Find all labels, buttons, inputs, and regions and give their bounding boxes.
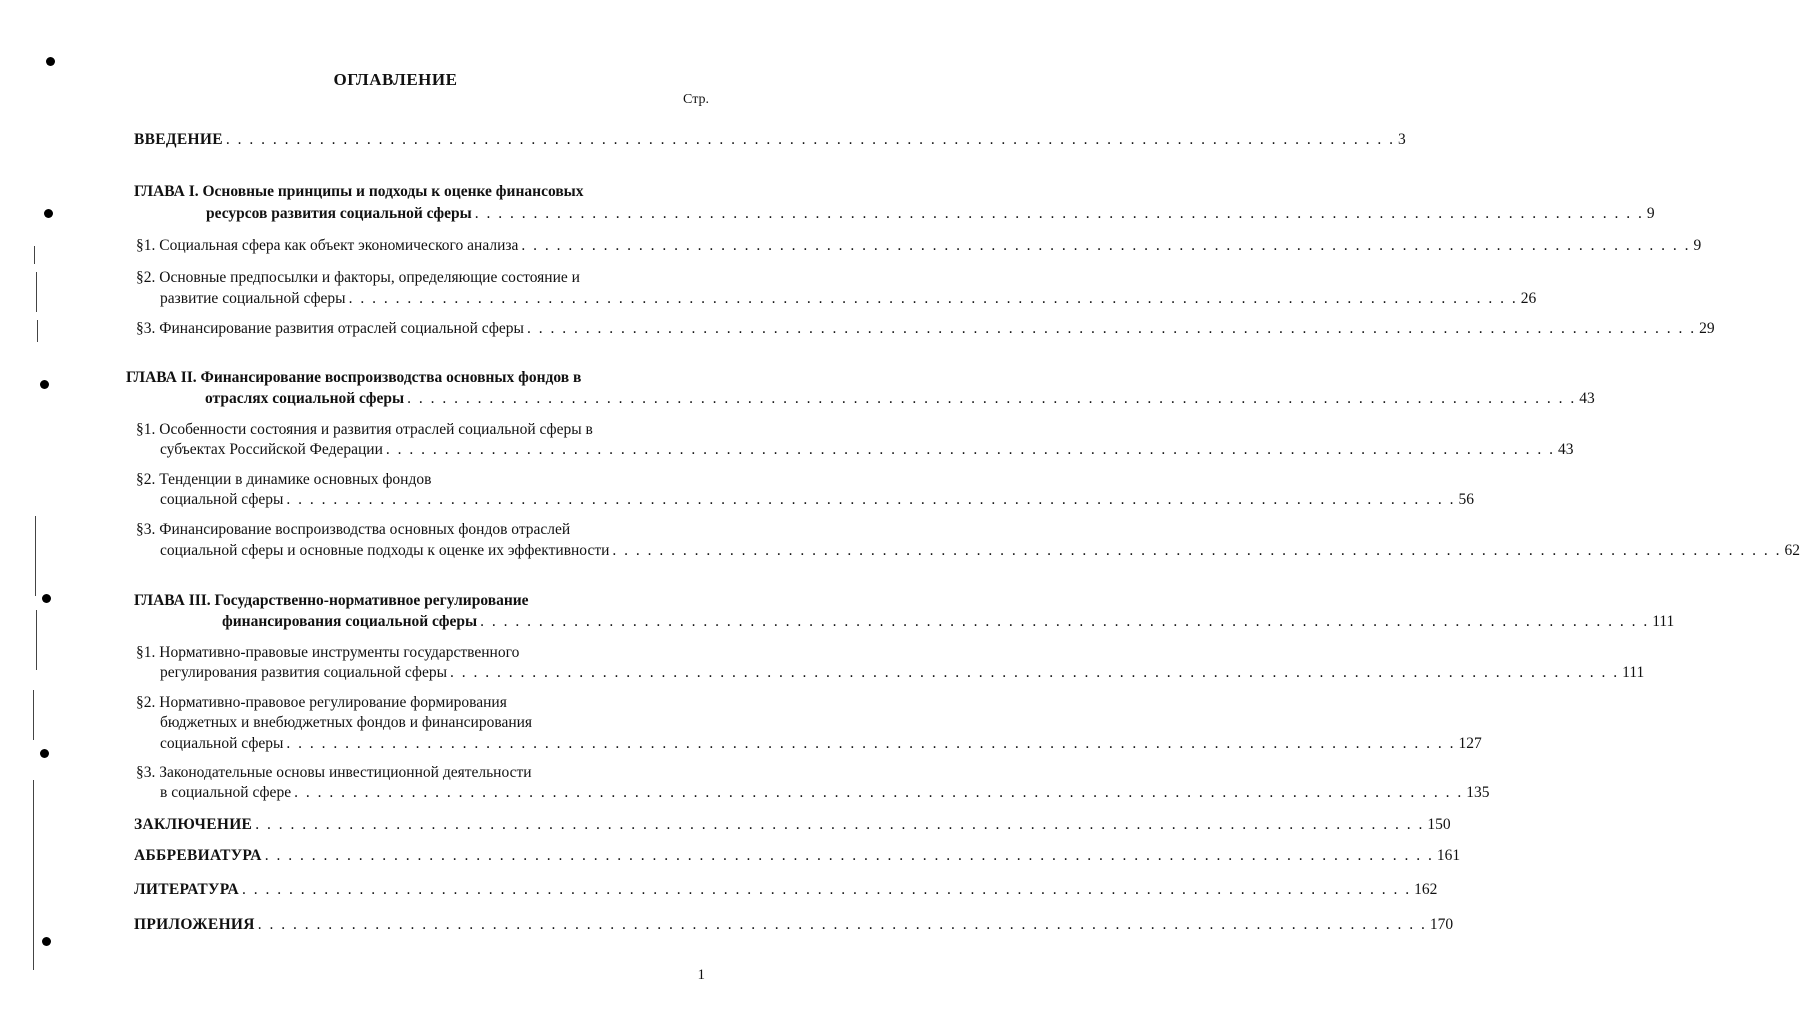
scan-edge-mark <box>36 610 37 670</box>
punch-hole-dot <box>42 937 51 946</box>
toc-entry-2-3[interactable]: социальной сферы и основные подходы к оценке их эффективности . . . . . . . . . . . . . . . . . . . . . . . . . . . . . . . . . . . . . . . . . . . . . . . . . . . . . . . . . . . . . . . . . . . . . . . . . . . . . . . . . . . . . . . . . . . . . . . . . . . . 62 <box>160 542 1800 559</box>
toc-entry-1-1[interactable]: §1. Социальная сфера как объект экономического анализа . . . . . . . . . . . . . . . . . . . . . . . . . . . . . . . . . . . . . . . . . . . . . . . . . . . . . . . . . . . . . . . . . . . . . . . . . . . . . . . . . . . . . . . . . . . . . . . . . . . . 9 <box>136 237 1702 254</box>
punch-hole-dot <box>40 380 49 389</box>
chapter-2-title: ГЛАВА II. Финансирование воспроизводства основных фондов в <box>126 369 582 386</box>
scan-edge-mark <box>36 272 37 312</box>
scan-edge-mark <box>35 516 36 596</box>
page-number: 9 <box>1693 237 1702 254</box>
scan-edge-mark <box>37 320 38 342</box>
page-number: 150 <box>1427 816 1451 833</box>
page-number: 170 <box>1429 916 1454 933</box>
page-number: 3 <box>1398 131 1406 148</box>
page-number: 43 <box>1558 441 1574 458</box>
scan-edge-mark <box>34 246 35 264</box>
page-title: ОГЛАВЛЕНИЕ <box>333 70 458 89</box>
page-number: 111 <box>1622 664 1645 681</box>
page-number: 56 <box>1458 491 1475 508</box>
leader-dots: . . . . . . . . . . . . . . . . . . . . . . . . . . . . . . . . . . . . . . . . . . . . . . . . . . . . . . . . . . . . . . . . . . . . . . . . . . . . . . . . . . . . . . . . . . . . . . . . . . . . <box>474 205 1644 222</box>
page-number: 62 <box>1784 542 1800 559</box>
toc-entry-3-1[interactable]: регулирования развития социальной сферы . . . . . . . . . . . . . . . . . . . . . . . . . . . . . . . . . . . . . . . . . . . . . . . . . . . . . . . . . . . . . . . . . . . . . . . . . . . . . . . . . . . . . . . . . . . . . . . . . . . . 111 <box>160 664 1645 681</box>
leader-dots: . . . . . . . . . . . . . . . . . . . . . . . . . . . . . . . . . . . . . . . . . . . . . . . . . . . . . . . . . . . . . . . . . . . . . . . . . . . . . . . . . . . . . . . . . . . . . . . . . . . . <box>407 390 1577 407</box>
toc-entry-3-3[interactable]: в социальной сфере . . . . . . . . . . . . . . . . . . . . . . . . . . . . . . . . . . . . . . . . . . . . . . . . . . . . . . . . . . . . . . . . . . . . . . . . . . . . . . . . . . . . . . . . . . . . . . . . . . . . 135 <box>160 784 1490 801</box>
leader-dots: . . . . . . . . . . . . . . . . . . . . . . . . . . . . . . . . . . . . . . . . . . . . . . . . . . . . . . . . . . . . . . . . . . . . . . . . . . . . . . . . . . . . . . . . . . . . . . . . . . . . <box>385 441 1555 458</box>
page-number: 161 <box>1436 847 1461 864</box>
punch-hole-dot <box>40 749 49 758</box>
page-number: 29 <box>1699 320 1715 337</box>
leader-dots: . . . . . . . . . . . . . . . . . . . . . . . . . . . . . . . . . . . . . . . . . . . . . . . . . . . . . . . . . . . . . . . . . . . . . . . . . . . . . . . . . . . . . . . . . . . . . . . . . . . . <box>286 491 1456 508</box>
chapter-1-title: ГЛАВА I. Основные принципы и подходы к оценке финансовых <box>134 183 584 200</box>
toc-entry-2-2-title: §2. Тенденции в динамике основных фондов <box>136 471 432 488</box>
punch-hole-dot <box>42 594 51 603</box>
toc-entry-chapter-2[interactable]: отраслях социальной сферы . . . . . . . . . . . . . . . . . . . . . . . . . . . . . . . . . . . . . . . . . . . . . . . . . . . . . . . . . . . . . . . . . . . . . . . . . . . . . . . . . . . . . . . . . . . . . . . . . . . . 43 <box>205 390 1595 407</box>
toc-entry-3-2-title: §2. Нормативно-правовое регулирование формирования <box>136 694 507 711</box>
page-number: 9 <box>1646 205 1655 222</box>
toc-entry-3-3-title: §3. Законодательные основы инвестиционной деятельности <box>136 764 532 781</box>
leader-dots: . . . . . . . . . . . . . . . . . . . . . . . . . . . . . . . . . . . . . . . . . . . . . . . . . . . . . . . . . . . . . . . . . . . . . . . . . . . . . . . . . . . . . . . . . . . . . . . . . . . . <box>480 613 1650 630</box>
leader-dots: . . . . . . . . . . . . . . . . . . . . . . . . . . . . . . . . . . . . . . . . . . . . . . . . . . . . . . . . . . . . . . . . . . . . . . . . . . . . . . . . . . . . . . . . . . . . . . . . . . . . <box>348 290 1518 307</box>
page-column-label: Стр. <box>683 92 709 107</box>
leader-dots: . . . . . . . . . . . . . . . . . . . . . . . . . . . . . . . . . . . . . . . . . . . . . . . . . . . . . . . . . . . . . . . . . . . . . . . . . . . . . . . . . . . . . . . . . . . . . . . . . . . . <box>255 816 1425 833</box>
toc-entry-chapter-3[interactable]: финансирования социальной сферы . . . . . . . . . . . . . . . . . . . . . . . . . . . . . . . . . . . . . . . . . . . . . . . . . . . . . . . . . . . . . . . . . . . . . . . . . . . . . . . . . . . . . . . . . . . . . . . . . . . . 111 <box>222 613 1675 630</box>
scan-edge-mark <box>33 780 34 970</box>
leader-dots: . . . . . . . . . . . . . . . . . . . . . . . . . . . . . . . . . . . . . . . . . . . . . . . . . . . . . . . . . . . . . . . . . . . . . . . . . . . . . . . . . . . . . . . . . . . . . . . . . . . . <box>521 237 1691 254</box>
leader-dots: . . . . . . . . . . . . . . . . . . . . . . . . . . . . . . . . . . . . . . . . . . . . . . . . . . . . . . . . . . . . . . . . . . . . . . . . . . . . . . . . . . . . . . . . . . . . . . . . . . . . <box>526 320 1697 337</box>
toc-entry-2-1-title: §1. Особенности состояния и развития отраслей социальной сферы в <box>136 421 593 438</box>
toc-entry-3-2[interactable]: социальной сферы . . . . . . . . . . . . . . . . . . . . . . . . . . . . . . . . . . . . . . . . . . . . . . . . . . . . . . . . . . . . . . . . . . . . . . . . . . . . . . . . . . . . . . . . . . . . . . . . . . . . 127 <box>160 735 1482 752</box>
page-number: 111 <box>1652 613 1675 630</box>
page-number: 127 <box>1458 735 1482 752</box>
toc-entry-introduction[interactable]: ВВЕДЕНИЕ . . . . . . . . . . . . . . . . . . . . . . . . . . . . . . . . . . . . . . . . . . . . . . . . . . . . . . . . . . . . . . . . . . . . . . . . . . . . . . . . . . . . . . . . . . . . . . . . . . . . 3 <box>134 131 1406 148</box>
punch-hole-dot <box>46 57 55 66</box>
toc-entry-3-1-title: §1. Нормативно-правовые инструменты государственного <box>136 644 520 661</box>
leader-dots: . . . . . . . . . . . . . . . . . . . . . . . . . . . . . . . . . . . . . . . . . . . . . . . . . . . . . . . . . . . . . . . . . . . . . . . . . . . . . . . . . . . . . . . . . . . . . . . . . . . . <box>225 131 1395 148</box>
leader-dots: . . . . . . . . . . . . . . . . . . . . . . . . . . . . . . . . . . . . . . . . . . . . . . . . . . . . . . . . . . . . . . . . . . . . . . . . . . . . . . . . . . . . . . . . . . . . . . . . . . . . <box>294 784 1464 801</box>
leader-dots: . . . . . . . . . . . . . . . . . . . . . . . . . . . . . . . . . . . . . . . . . . . . . . . . . . . . . . . . . . . . . . . . . . . . . . . . . . . . . . . . . . . . . . . . . . . . . . . . . . . . <box>450 664 1620 681</box>
leader-dots: . . . . . . . . . . . . . . . . . . . . . . . . . . . . . . . . . . . . . . . . . . . . . . . . . . . . . . . . . . . . . . . . . . . . . . . . . . . . . . . . . . . . . . . . . . . . . . . . . . . . <box>612 542 1782 559</box>
toc-entry-conclusion[interactable]: ЗАКЛЮЧЕНИЕ . . . . . . . . . . . . . . . . . . . . . . . . . . . . . . . . . . . . . . . . . . . . . . . . . . . . . . . . . . . . . . . . . . . . . . . . . . . . . . . . . . . . . . . . . . . . . . . . . . . . 150 <box>134 816 1451 833</box>
toc-entry-abbreviations[interactable]: АББРЕВИАТУРА . . . . . . . . . . . . . . . . . . . . . . . . . . . . . . . . . . . . . . . . . . . . . . . . . . . . . . . . . . . . . . . . . . . . . . . . . . . . . . . . . . . . . . . . . . . . . . . . . . . . 161 <box>134 847 1461 864</box>
toc-entry-2-1[interactable]: субъектах Российской Федерации . . . . . . . . . . . . . . . . . . . . . . . . . . . . . . . . . . . . . . . . . . . . . . . . . . . . . . . . . . . . . . . . . . . . . . . . . . . . . . . . . . . . . . . . . . . . . . . . . . . . 43 <box>160 441 1574 458</box>
toc-entry-2-2[interactable]: социальной сферы . . . . . . . . . . . . . . . . . . . . . . . . . . . . . . . . . . . . . . . . . . . . . . . . . . . . . . . . . . . . . . . . . . . . . . . . . . . . . . . . . . . . . . . . . . . . . . . . . . . . 56 <box>160 491 1475 508</box>
leader-dots: . . . . . . . . . . . . . . . . . . . . . . . . . . . . . . . . . . . . . . . . . . . . . . . . . . . . . . . . . . . . . . . . . . . . . . . . . . . . . . . . . . . . . . . . . . . . . . . . . . . . <box>264 847 1434 864</box>
page-number: 26 <box>1520 290 1537 307</box>
toc-entry-2-3-title: §3. Финансирование воспроизводства основных фондов отраслей <box>136 521 571 538</box>
page-number: 43 <box>1579 390 1595 407</box>
toc-entry-1-2[interactable]: развитие социальной сферы . . . . . . . . . . . . . . . . . . . . . . . . . . . . . . . . . . . . . . . . . . . . . . . . . . . . . . . . . . . . . . . . . . . . . . . . . . . . . . . . . . . . . . . . . . . . . . . . . . . . 26 <box>160 290 1537 307</box>
chapter-3-title: ГЛАВА III. Государственно-нормативное регулирование <box>134 592 529 609</box>
toc-entry-literature[interactable]: ЛИТЕРАТУРА . . . . . . . . . . . . . . . . . . . . . . . . . . . . . . . . . . . . . . . . . . . . . . . . . . . . . . . . . . . . . . . . . . . . . . . . . . . . . . . . . . . . . . . . . . . . . . . . . . . . 162 <box>134 881 1438 898</box>
leader-dots: . . . . . . . . . . . . . . . . . . . . . . . . . . . . . . . . . . . . . . . . . . . . . . . . . . . . . . . . . . . . . . . . . . . . . . . . . . . . . . . . . . . . . . . . . . . . . . . . . . . . <box>286 735 1456 752</box>
leader-dots: . . . . . . . . . . . . . . . . . . . . . . . . . . . . . . . . . . . . . . . . . . . . . . . . . . . . . . . . . . . . . . . . . . . . . . . . . . . . . . . . . . . . . . . . . . . . . . . . . . . . <box>257 916 1427 933</box>
toc-entry-3-2-title-cont: бюджетных и внебюджетных фондов и финансирования <box>160 714 533 731</box>
toc-entry-chapter-1[interactable]: ресурсов развития социальной сферы . . . . . . . . . . . . . . . . . . . . . . . . . . . . . . . . . . . . . . . . . . . . . . . . . . . . . . . . . . . . . . . . . . . . . . . . . . . . . . . . . . . . . . . . . . . . . . . . . . . . 9 <box>206 205 1655 222</box>
folio-page-number: 1 <box>697 967 705 983</box>
punch-hole-dot <box>44 209 53 218</box>
leader-dots: . . . . . . . . . . . . . . . . . . . . . . . . . . . . . . . . . . . . . . . . . . . . . . . . . . . . . . . . . . . . . . . . . . . . . . . . . . . . . . . . . . . . . . . . . . . . . . . . . . . . <box>242 881 1412 898</box>
page-number: 135 <box>1466 784 1490 801</box>
toc-entry-1-2-title: §2. Основные предпосылки и факторы, определяющие состояние и <box>136 269 580 286</box>
toc-entry-1-3[interactable]: §3. Финансирование развития отраслей социальной сферы . . . . . . . . . . . . . . . . . . . . . . . . . . . . . . . . . . . . . . . . . . . . . . . . . . . . . . . . . . . . . . . . . . . . . . . . . . . . . . . . . . . . . . . . . . . . . . . . . . . . 29 <box>136 320 1715 337</box>
page-number: 162 <box>1414 881 1438 898</box>
scan-edge-mark <box>33 690 34 740</box>
toc-entry-appendices[interactable]: ПРИЛОЖЕНИЯ . . . . . . . . . . . . . . . . . . . . . . . . . . . . . . . . . . . . . . . . . . . . . . . . . . . . . . . . . . . . . . . . . . . . . . . . . . . . . . . . . . . . . . . . . . . . . . . . . . . . 170 <box>134 916 1454 933</box>
